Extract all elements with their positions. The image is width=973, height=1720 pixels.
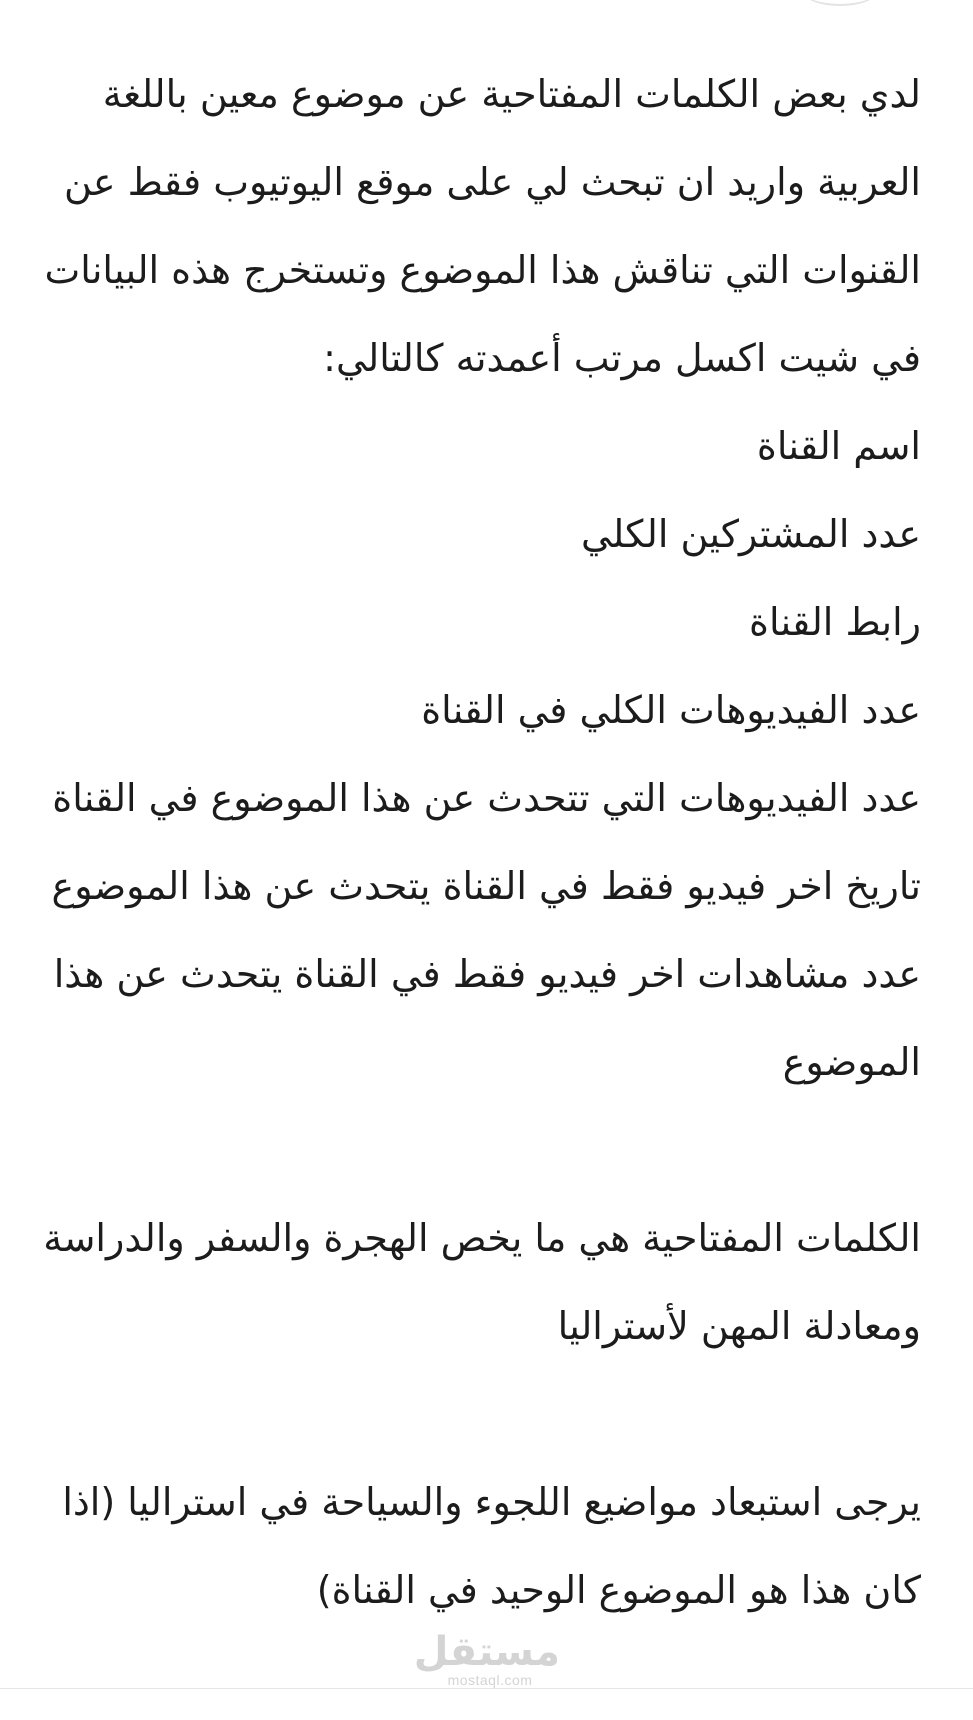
- message-line: في شيت اكسل مرتب أعمدته كالتالي:: [323, 336, 921, 380]
- watermark-site: mostaql.com: [447, 1672, 533, 1688]
- bottom-divider: [0, 1688, 973, 1689]
- column-item-total-videos: عدد الفيديوهات الكلي في القناة: [421, 688, 921, 732]
- message-line: العربية واريد ان تبحث لي على موقع اليوتيوب فقط عن: [64, 160, 921, 204]
- column-item-channel-name: اسم القناة: [756, 424, 921, 468]
- column-item-last-video-date: تاريخ اخر فيديو فقط في القناة يتحدث عن هذا الموضوع: [51, 864, 921, 908]
- message-line: القنوات التي تناقش هذا الموضوع وتستخرج هذه البيانات: [44, 248, 921, 292]
- mostaql-watermark: [413, 1629, 560, 1688]
- column-item-topic-videos: عدد الفيديوهات التي تتحدث عن هذا الموضوع في القناة: [52, 776, 921, 820]
- column-item-channel-link: رابط القناة: [749, 600, 921, 644]
- keywords-line: الكلمات المفتاحية هي ما يخص الهجرة والسفر والدراسة: [43, 1216, 921, 1260]
- message-line: لدي بعض الكلمات المفتاحية عن موضوع معين باللغة: [102, 72, 921, 116]
- keywords-line: ومعادلة المهن لأستراليا: [557, 1304, 921, 1348]
- top-edge-decoration: [800, 0, 880, 6]
- column-item-last-video-views: عدد مشاهدات اخر فيديو فقط في القناة يتحدث عن هذا: [53, 952, 921, 996]
- column-item-total-subscribers: عدد المشتركين الكلي: [581, 512, 921, 556]
- exclusion-line: كان هذا هو الموضوع الوحيد في القناة): [316, 1568, 921, 1612]
- exclusion-line: يرجى استبعاد مواضيع اللجوء والسياحة في استراليا (اذا: [62, 1480, 921, 1524]
- message-body: [41, 50, 921, 1634]
- blank-line: [41, 1106, 921, 1194]
- column-item-last-video-views-cont: الموضوع: [782, 1040, 921, 1084]
- watermark-logo: مستقل: [413, 1629, 560, 1675]
- blank-line: [41, 1370, 921, 1458]
